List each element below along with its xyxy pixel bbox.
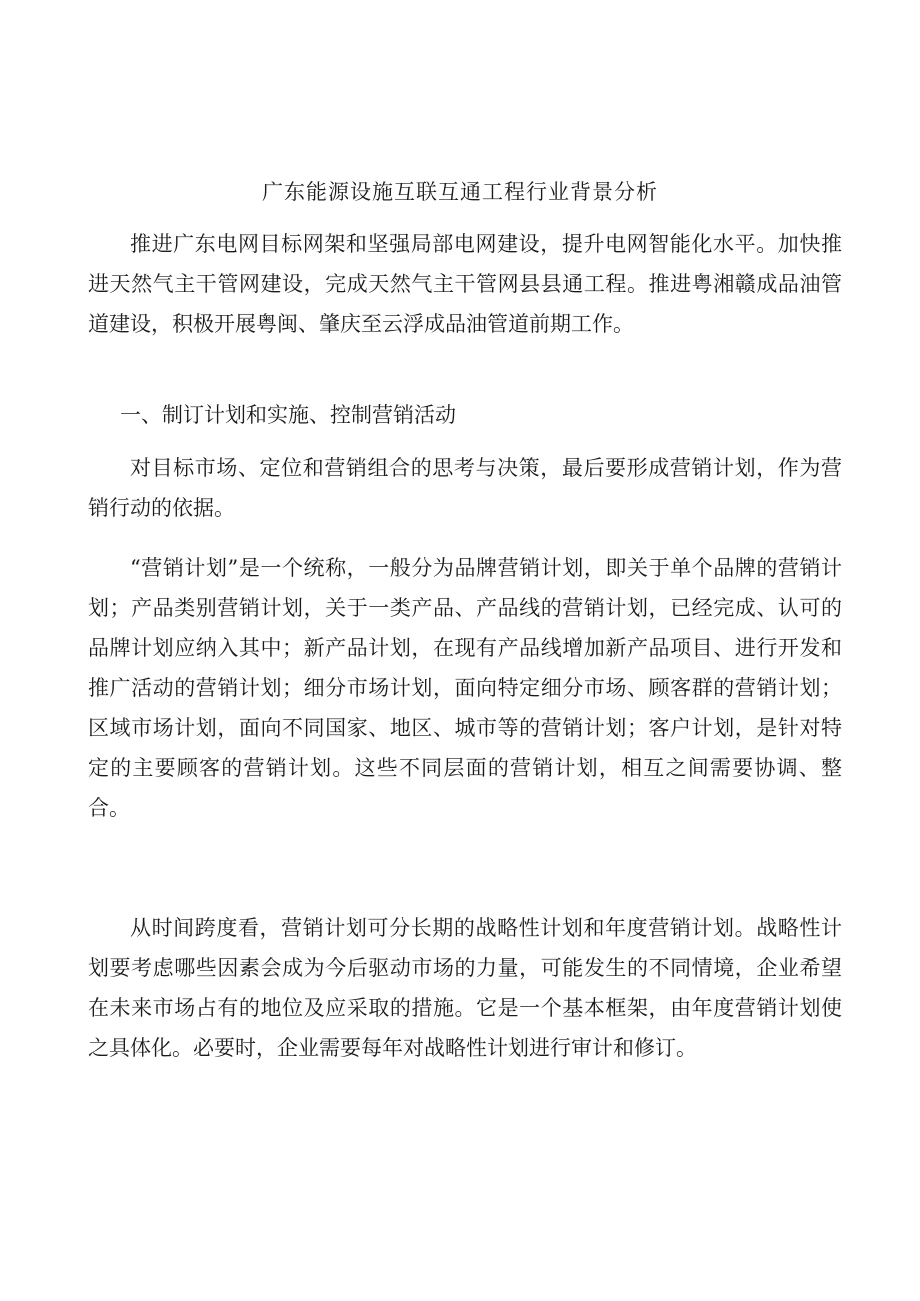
section-heading: 一、制订计划和实施、控制营销活动 [120,403,456,427]
document-title: 广东能源设施互联互通工程行业背景分析 [262,180,658,204]
paragraph-strategic-plan: 从时间跨度看，营销计划可分长期的战略性计划和年度营销计划。战略性计划要考虑哪些因素会成为今后驱动市场的力量，可能发生的不同情境，企业希望在未来市场占有的地位及应采取的措施。它是一个基本框架，由年度营销计划使之具体化。必要时，企业需要每年对战略性计划进行审计和修订。 [88,916,842,1060]
paragraph-marketing-plan-types: “营销计划”是一个统称，一般分为品牌营销计划，即关于单个品牌的营销计划；产品类别营销计划，关于一类产品、产品线的营销计划，已经完成、认可的品牌计划应纳入其中；新产品计划，在现有产品线增加新产品项目、进行开发和推广活动的营销计划；细分市场计划，面向特定细分市场、顾客群的营销计划；区域市场计划，面向不同国家、地区、城市等的营销计划；客户计划，是针对特定的主要顾客的营销计划。这些不同层面的营销计划，相互之间需要协调、整合。 [88,556,842,820]
paragraph-energy-infrastructure: 推进广东电网目标网架和坚强局部电网建设，提升电网智能化水平。加快推进天然气主干管网建设，完成天然气主干管网县县通工程。推进粤湘赣成品油管道建设，积极开展粤闽、肇庆至云浮成品油管道前期工作。 [88,232,842,336]
paragraph-marketing-plan-basis: 对目标市场、定位和营销组合的思考与决策，最后要形成营销计划，作为营销行动的依据。 [88,456,842,520]
